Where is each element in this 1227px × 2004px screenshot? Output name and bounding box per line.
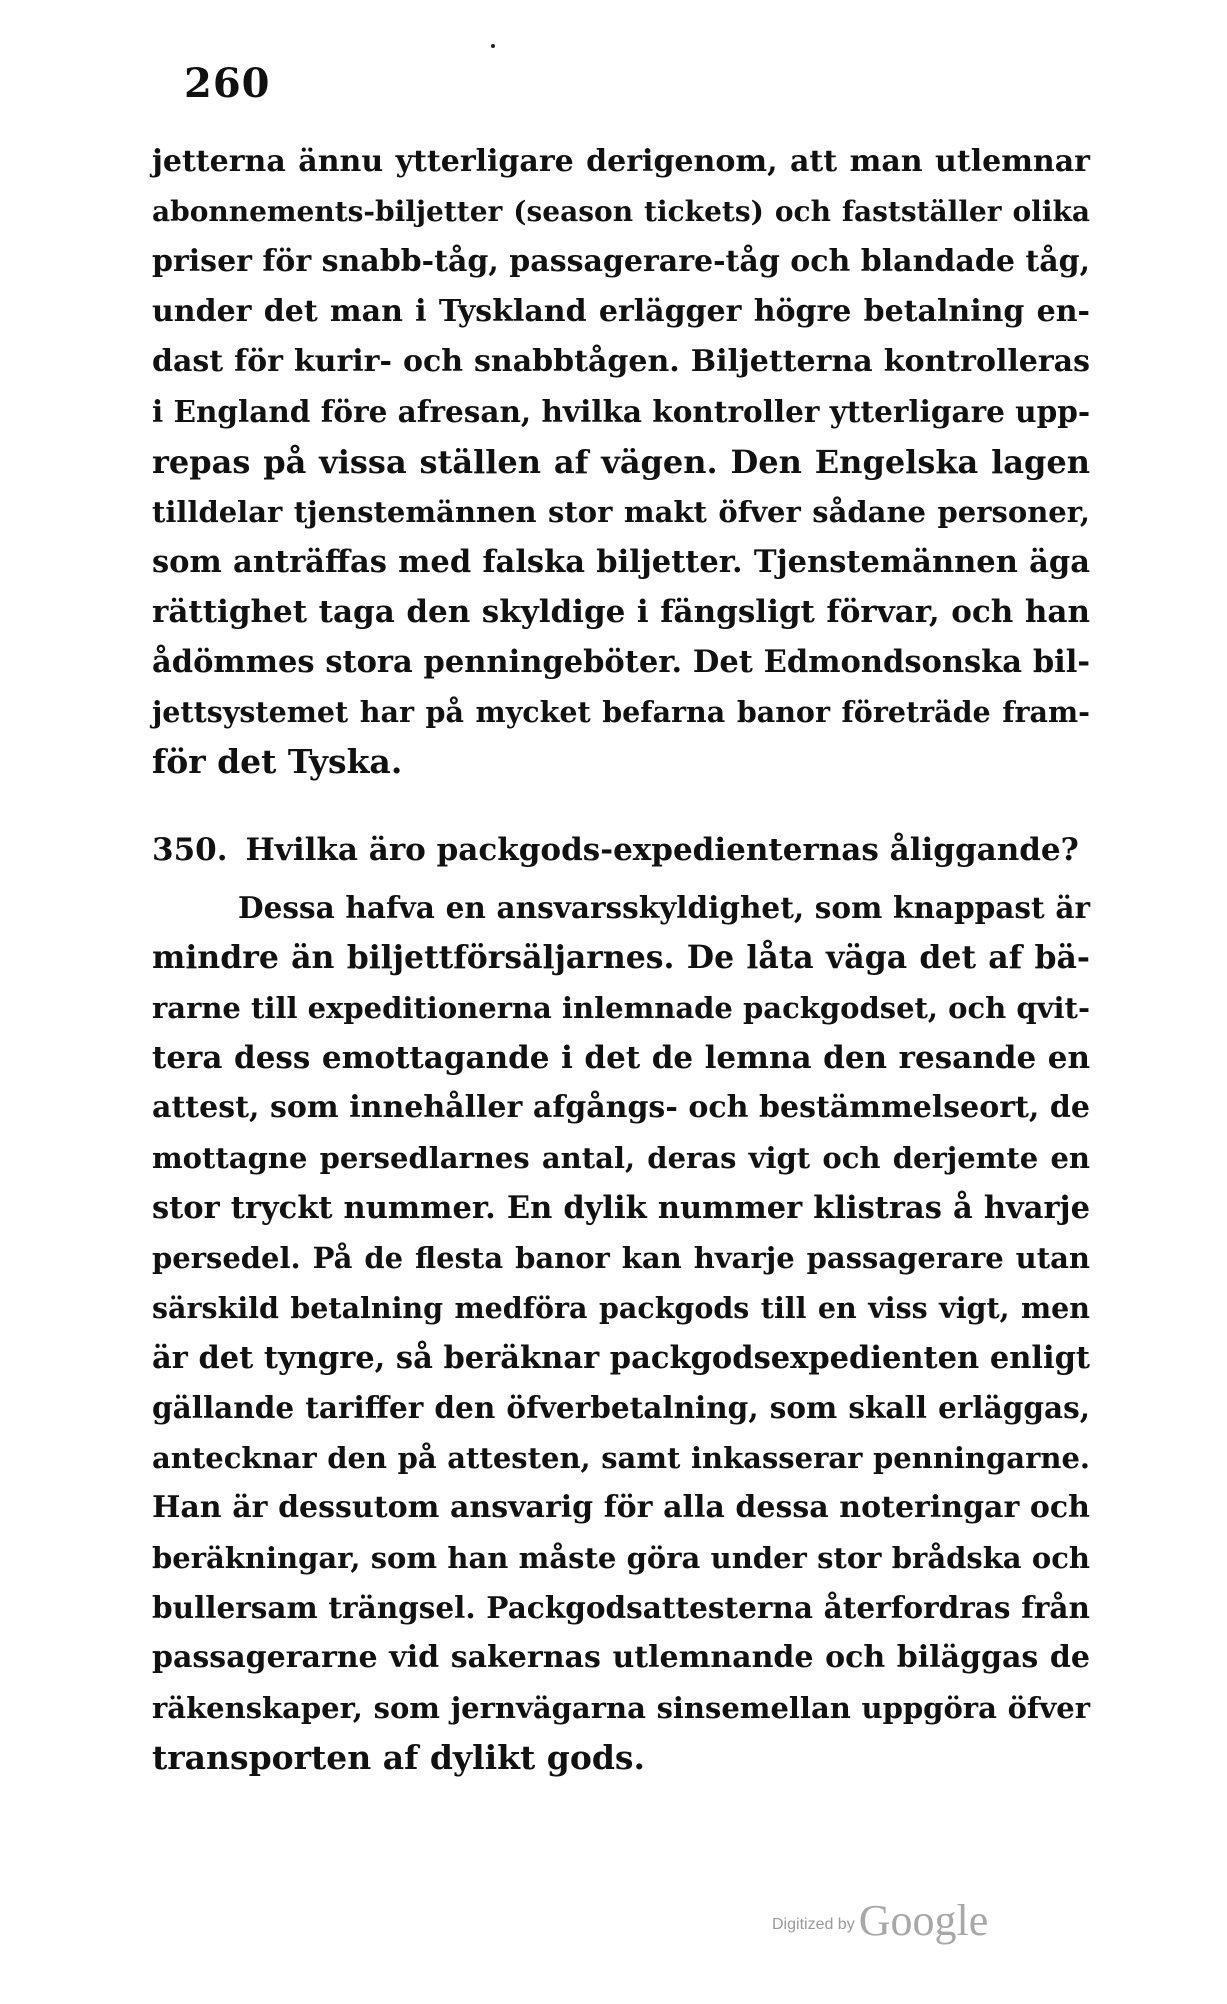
text-line: Dessa hafva en ansvarsskyldighet, som knappast är [238, 890, 1090, 925]
text-line: repas på vissa ställen af vägen. Den Engelska lagen [152, 443, 1090, 481]
section-title: Hvilka äro packgods-expedienternas åliggande? [245, 832, 1079, 868]
text-line: attest, som innehåller afgångs- och bestämmelseort, de [152, 1090, 1090, 1125]
text-line: tera dess emottagande i det de lemna den resande en [152, 1040, 1090, 1076]
text-line: transporten af dylikt gods. [152, 1738, 645, 1777]
text-line: bullersam trängsel. Packgodsattesterna återfordras från [152, 1590, 1090, 1625]
text-line: stor tryckt nummer. En dylik nummer klistras å hvarje [152, 1190, 1090, 1226]
section-heading [152, 828, 1090, 872]
google-logo: Google [858, 1896, 989, 1945]
text-line: särskild betalning medföra packgods till en viss vigt, men [152, 1291, 1090, 1325]
text-line: för det Tyska. [152, 742, 403, 781]
digitized-watermark [772, 1895, 988, 1946]
text-line: är det tyngre, så beräknar packgodsexpedienten enligt [152, 1340, 1091, 1376]
text-line: beräkningar, som han måste göra under stor brådska och [152, 1541, 1090, 1575]
text-line: under det man i Tyskland erlägger högre betalning en- [152, 294, 1090, 329]
text-line: antecknar den på attesten, samt inkasserar penningarne. [152, 1441, 1090, 1475]
text-line: gällande tariffer den öfverbetalning, som skall erläggas, [152, 1390, 1090, 1425]
text-line: jettsystemet har på mycket befarna banor företräde fram- [152, 695, 1090, 729]
text-line: räkenskaper, som jernvägarna sinsemellan uppgöra öfver [152, 1691, 1090, 1725]
text-line: som anträffas med falska biljetter. Tjenstemännen äga [152, 544, 1090, 580]
text-line: tilldelar tjenstemännen stor makt öfver sådane personer, [152, 495, 1090, 529]
text-line: mottagne persedlarnes antal, deras vigt och derjemte en [152, 1141, 1090, 1175]
text-line: jetterna ännu ytterligare derigenom, att man utlemnar [152, 144, 1090, 179]
text-line: mindre än biljettförsäljarnes. De låta väga det af bä- [152, 939, 1090, 976]
print-speck [491, 44, 495, 48]
text-line: Han är dessutom ansvarig för alla dessa noteringar och [152, 1490, 1090, 1525]
text-line: persedel. På de flesta banor kan hvarje passagerare utan [152, 1241, 1090, 1275]
text-line: priser för snabb-tåg, passagerare-tåg och blandade tåg, [152, 244, 1091, 279]
section-number: 350. [152, 832, 228, 868]
digitized-label: Digitized by [772, 1916, 855, 1933]
text-line: i England före afresan, hvilka kontroller ytterligare upp- [152, 394, 1091, 429]
text-line: passagerarne vid sakernas utlemnande och biläggas de [152, 1640, 1090, 1675]
text-line: rättighet taga den skyldige i fängsligt förvar, och han [152, 594, 1090, 630]
text-line: abonnements-biljetter (season tickets) och fastställer olika [152, 195, 1090, 228]
text-line: dast för kurir- och snabbtågen. Biljetterna kontrolleras [152, 344, 1090, 379]
page-number: 260 [184, 60, 271, 107]
text-line: ådömmes stora penningeböter. Det Edmondsonska bil- [152, 644, 1090, 680]
text-line: rarne till expeditionerna inlemnade packgodset, och qvit- [152, 991, 1090, 1025]
